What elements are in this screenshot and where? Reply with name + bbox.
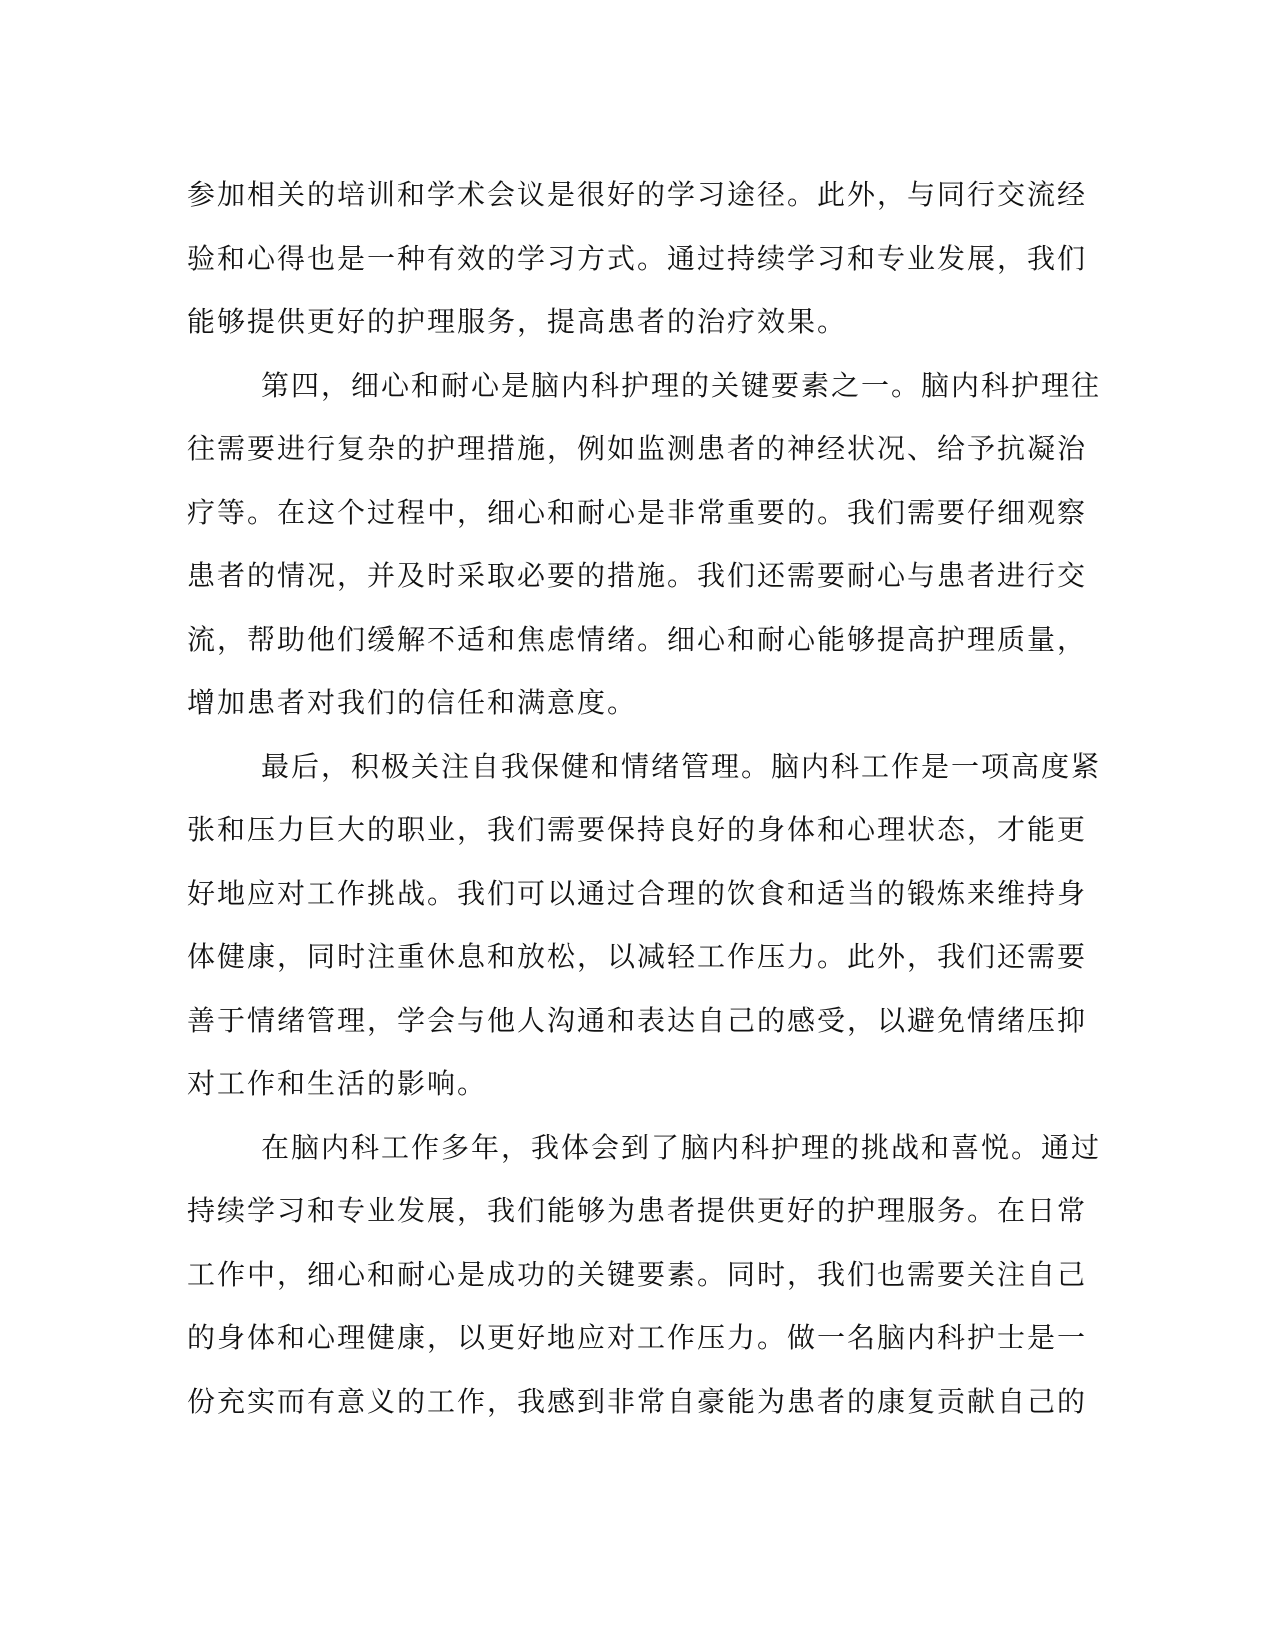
text-line: 增加患者对我们的信任和满意度。 — [187, 686, 638, 719]
text-line: 参加相关的培训和学术会议是很好的学习途径。此外，与同行交流经 — [187, 178, 1088, 211]
text-line: 张和压力巨大的职业，我们需要保持良好的身体和心理状态，才能更 — [187, 813, 1088, 846]
text-line: 持续学习和专业发展，我们能够为患者提供更好的护理服务。在日常 — [187, 1194, 1088, 1227]
text-line: 的身体和心理健康，以更好地应对工作压力。做一名脑内科护士是一 — [187, 1321, 1088, 1354]
paragraph-first-line: 第四，细心和耐心是脑内科护理的关键要素之一。脑内科护理往 — [261, 368, 1102, 402]
text-line: 工作中，细心和耐心是成功的关键要素。同时，我们也需要关注自己 — [187, 1257, 1088, 1291]
text-line: 对工作和生活的影响。 — [187, 1067, 488, 1100]
text-line: 体健康，同时注重休息和放松，以减轻工作压力。此外，我们还需要 — [187, 940, 1088, 973]
text-line: 善于情绪管理，学会与他人沟通和表达自己的感受，以避免情绪压抑 — [187, 1003, 1088, 1037]
paragraph-first-line: 最后，积极关注自我保健和情绪管理。脑内科工作是一项高度紧 — [261, 749, 1102, 783]
text-line: 份充实而有意义的工作，我感到非常自豪能为患者的康复贡献自己的 — [187, 1384, 1088, 1418]
paragraph-first-line: 在脑内科工作多年，我体会到了脑内科护理的挑战和喜悦。通过 — [261, 1130, 1102, 1164]
text-line: 好地应对工作挑战。我们可以通过合理的饮食和适当的锻炼来维持身 — [187, 876, 1088, 910]
body-text — [187, 163, 1102, 1433]
text-line: 往需要进行复杂的护理措施，例如监测患者的神经状况、给予抗凝治 — [187, 432, 1088, 465]
text-line: 能够提供更好的护理服务，提高患者的治疗效果。 — [187, 305, 848, 338]
text-line: 疗等。在这个过程中，细心和耐心是非常重要的。我们需要仔细观察 — [187, 495, 1088, 529]
text-line: 患者的情况，并及时采取必要的措施。我们还需要耐心与患者进行交 — [187, 559, 1088, 592]
text-line: 流，帮助他们缓解不适和焦虑情绪。细心和耐心能够提高护理质量， — [187, 622, 1088, 656]
text-line: 验和心得也是一种有效的学习方式。通过持续学习和专业发展，我们 — [187, 241, 1088, 275]
